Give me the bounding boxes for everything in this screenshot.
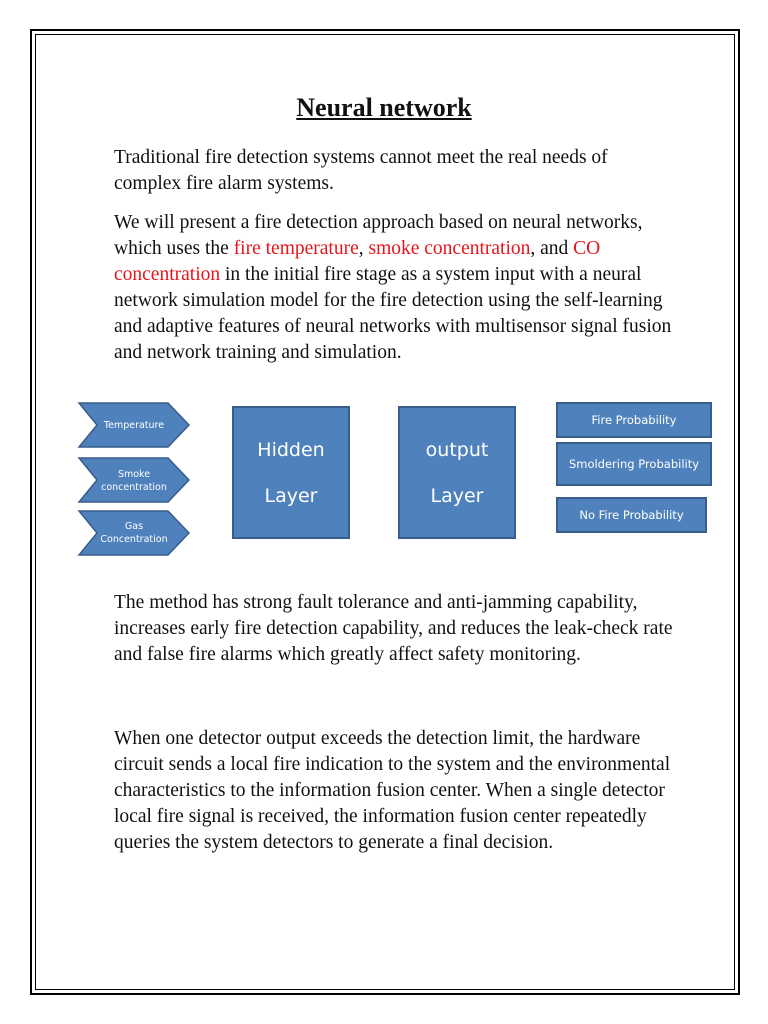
approach-text-2: in the initial fire stage as a system input with a neural network simulation model for the fire detection using the self-learning and adaptive features of neural networks with multisensor signal fusion and network training and simulation. xyxy=(114,264,672,363)
hidden-layer-line2: Layer xyxy=(264,484,318,507)
hidden-layer-box xyxy=(232,406,350,539)
input-label: Gas xyxy=(124,521,144,532)
highlight-co-concentration: CO concentration xyxy=(114,238,601,285)
output-layer-line2: Layer xyxy=(430,484,484,507)
input-smoke xyxy=(79,458,189,502)
detector-paragraph: When one detector output exceeds the detection limit, the hardware circuit sends a local fire indication to the system and the environmental characteristics to the information fusion center. When a single detector local fire signal is received, the information fusion center repeatedly queries the system detectors to generate a final decision. xyxy=(114,728,671,853)
input-label: Concentration xyxy=(100,534,168,545)
no-fire-probability-box: No Fire Probability xyxy=(556,497,707,533)
input-label: concentration xyxy=(101,482,167,493)
intro-paragraph: Traditional fire detection systems cannot meet the real needs of complex fire alarm systems. xyxy=(114,147,608,194)
method-paragraph: The method has strong fault tolerance and anti-jamming capability, increases early fire detection capability, and reduces the leak-check rate and false fire alarms which greatly affect safety monitoring. xyxy=(114,592,673,665)
page-title: Neural network xyxy=(296,93,472,122)
approach-sep-2: , and xyxy=(530,238,574,259)
output-layer-line1: output xyxy=(425,438,489,461)
highlight-smoke-concentration: smoke concentration xyxy=(368,238,531,259)
hidden-layer-line1: Hidden xyxy=(257,438,325,461)
highlight-fire-temperature: fire temperature xyxy=(233,238,359,259)
input-label: Temperature xyxy=(103,420,165,431)
input-temperature xyxy=(79,403,189,447)
output-layer-box xyxy=(398,406,516,539)
fire-probability-box: Fire Probability xyxy=(556,402,712,438)
approach-sep-1: , xyxy=(358,238,369,259)
neural-network-diagram xyxy=(0,395,768,565)
input-label: Smoke xyxy=(117,469,151,480)
approach-paragraph xyxy=(114,210,674,366)
smoldering-probability-box: Smoldering Probability xyxy=(556,442,712,486)
approach-text-1: We will present a fire detection approach based on neural networks, which uses the xyxy=(114,212,643,259)
input-gas xyxy=(79,511,189,555)
